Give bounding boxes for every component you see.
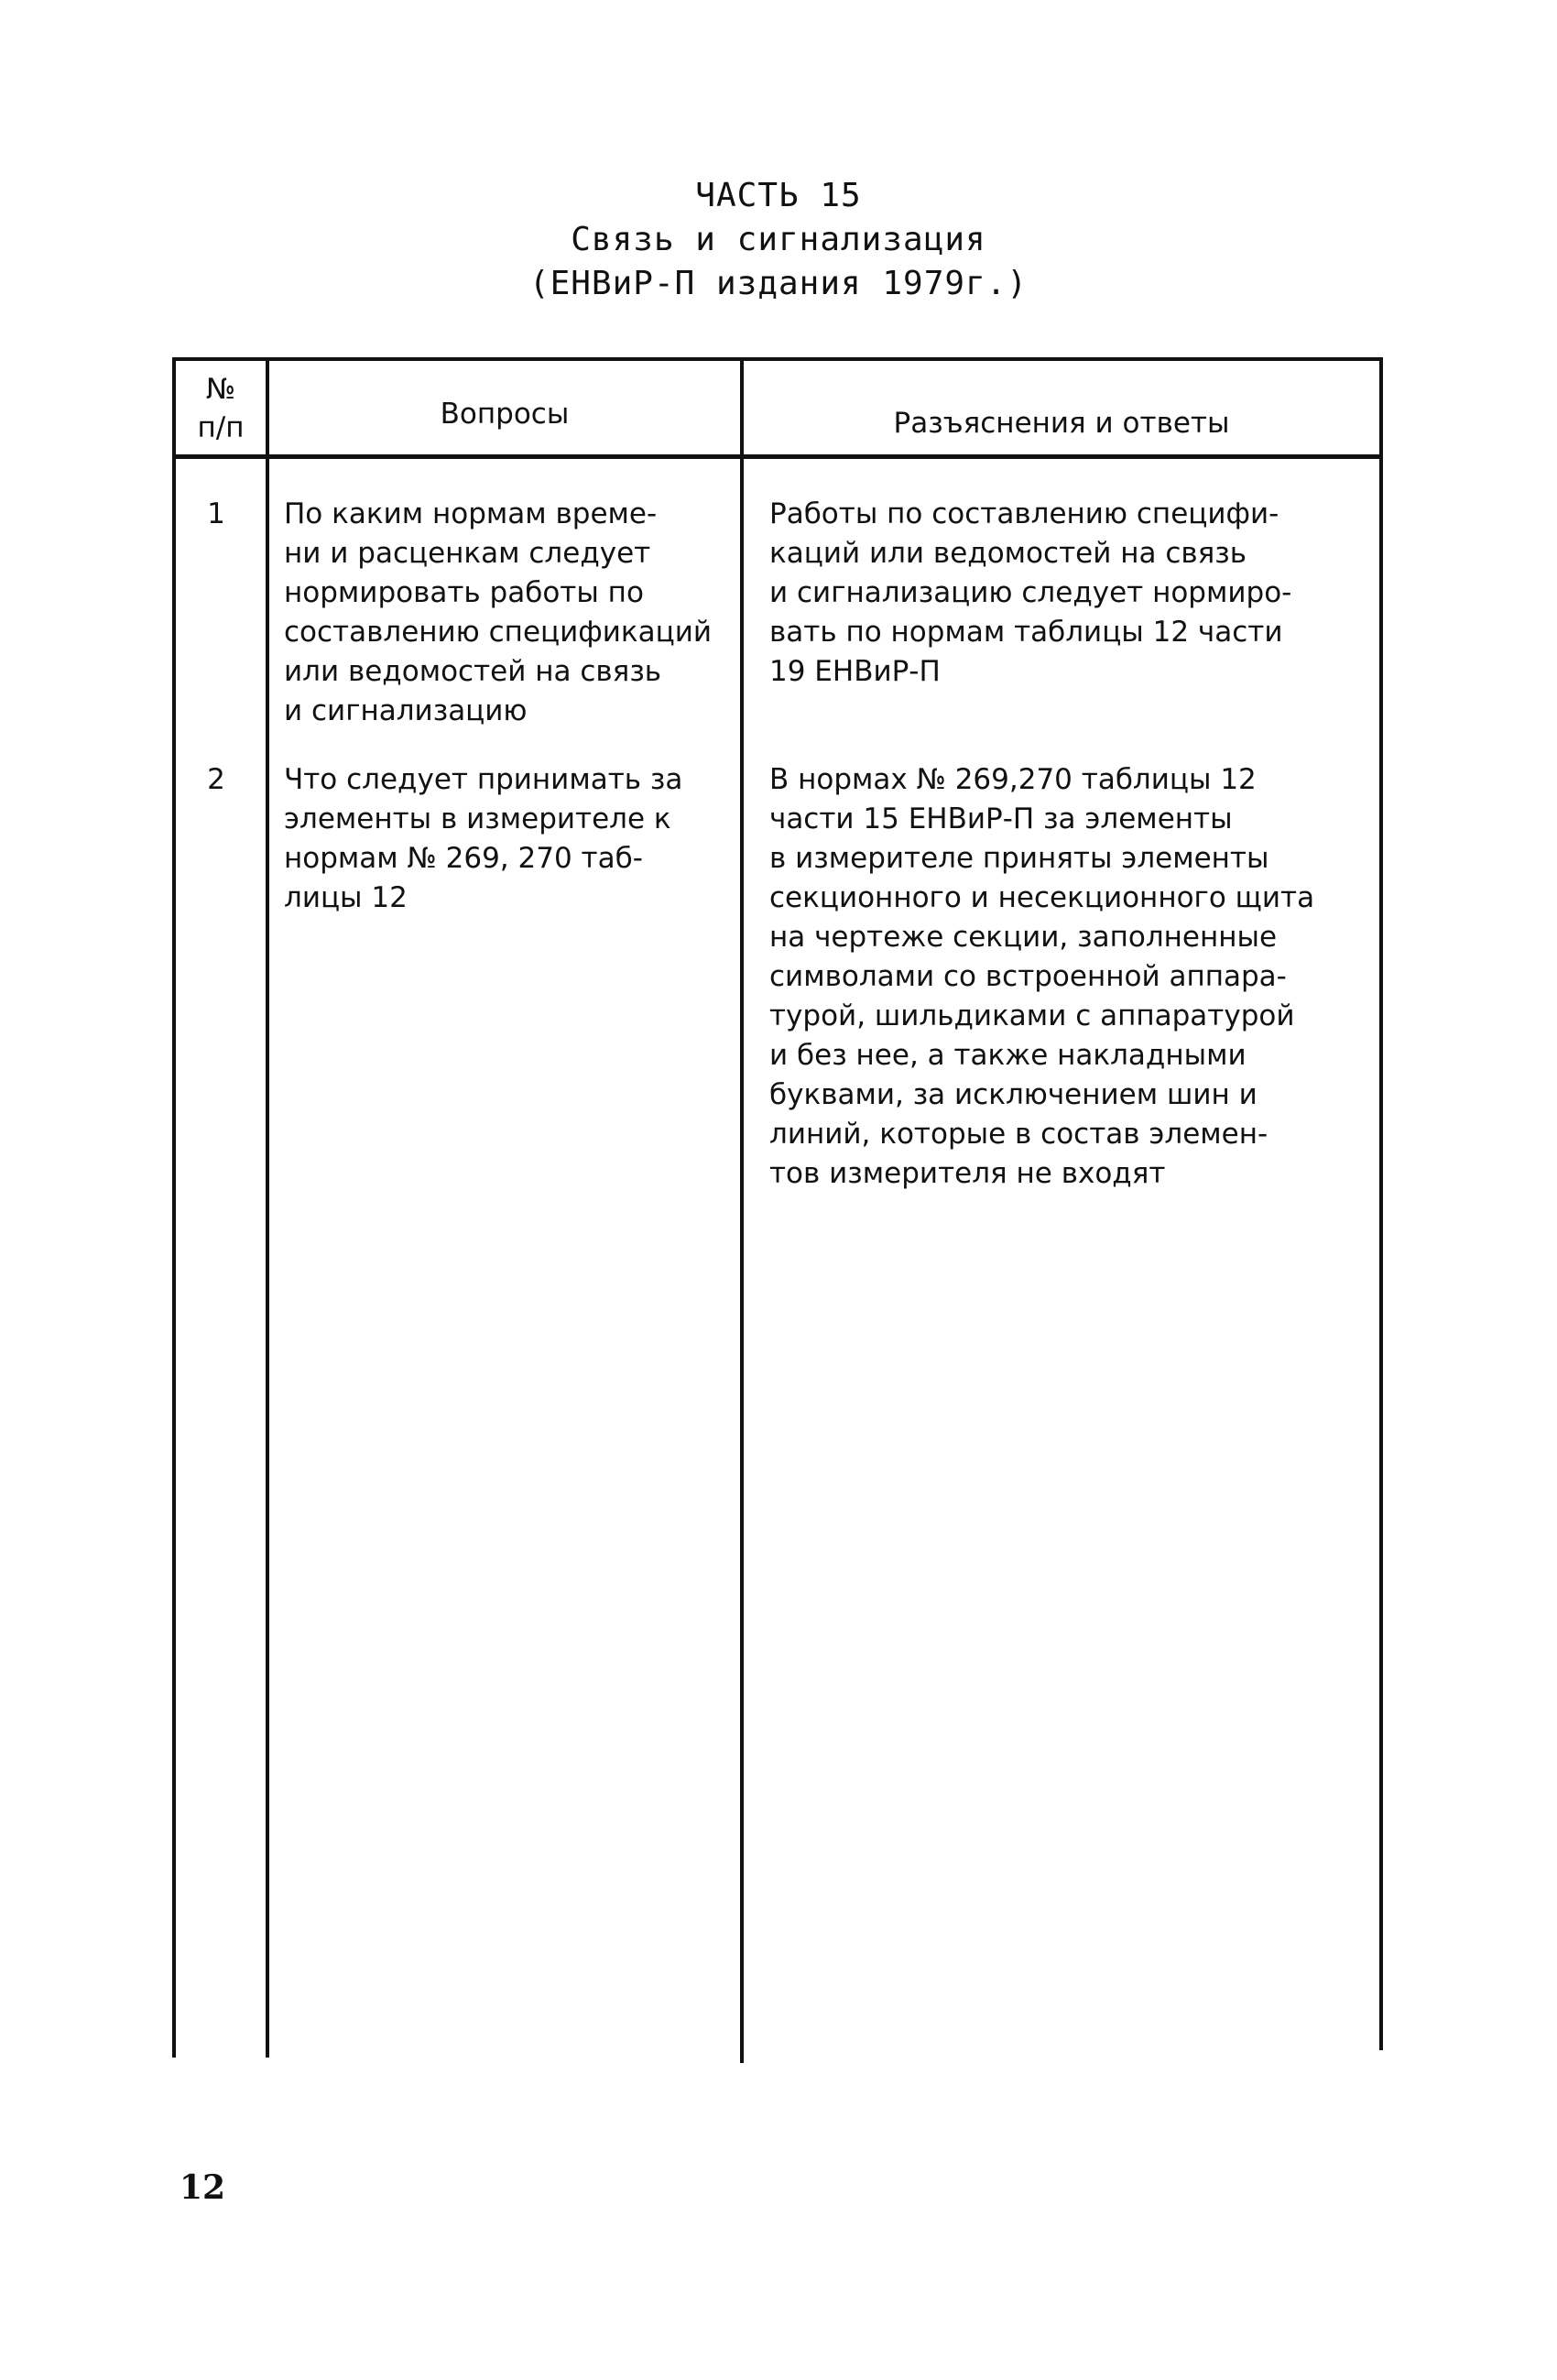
row-2-number: 2 xyxy=(207,763,225,796)
question-line: и сигнализацию xyxy=(284,694,528,727)
row-2-question xyxy=(284,760,735,918)
answer-line: тов измерителя не входят xyxy=(769,1157,1166,1190)
column-header-number xyxy=(176,370,266,447)
page-number: 12 xyxy=(180,2168,226,2207)
answer-line: линий, которые в состав элемен- xyxy=(769,1118,1268,1151)
column-header-number-abbr: п/п xyxy=(197,411,245,444)
answer-line: и сигнализацию следует нормиро- xyxy=(769,576,1292,609)
question-line: или ведомостей на связь xyxy=(284,655,662,688)
answer-line: вать по нормам таблицы 12 части xyxy=(769,616,1283,649)
answer-line: в измерителе приняты элементы xyxy=(769,842,1269,875)
column-header-number-sign: № xyxy=(205,373,236,406)
table-header-rule xyxy=(172,454,1383,459)
answer-line: символами со встроенной аппара- xyxy=(769,960,1287,993)
question-line: составлению спецификаций xyxy=(284,616,713,649)
answer-line: каций или ведомостей на связь xyxy=(769,537,1247,570)
row-1-question xyxy=(284,495,735,731)
row-1-answer xyxy=(769,495,1374,692)
question-line: ни и расценкам следует xyxy=(284,537,651,570)
row-2-answer xyxy=(769,760,1374,1194)
row-1-number: 1 xyxy=(207,497,225,530)
question-line: По каким нормам време- xyxy=(284,497,658,530)
column-header-questions: Вопросы xyxy=(440,398,570,431)
answer-line: Работы по составлению специфи- xyxy=(769,497,1279,530)
answer-line: В нормах № 269,270 таблицы 12 xyxy=(769,763,1257,796)
column-header-answers: Разъяснения и ответы xyxy=(893,407,1230,440)
answer-line: турой, шильдиками с аппаратурой xyxy=(769,999,1295,1032)
part-title: ЧАСТЬ 15 xyxy=(695,177,862,214)
question-line: лицы 12 xyxy=(284,881,408,914)
question-line: нормам № 269, 270 таб- xyxy=(284,842,643,875)
table-right-border xyxy=(1379,357,1383,2050)
answer-line: буквами, за исключением шин и xyxy=(769,1078,1258,1111)
answer-line: 19 ЕНВиР-П xyxy=(769,655,941,688)
answer-line: на чертеже секции, заполненные xyxy=(769,921,1278,954)
question-line: элементы в измерителе к xyxy=(284,802,671,835)
answer-line: и без нее, а также накладными xyxy=(769,1039,1247,1072)
qa-table xyxy=(172,357,1383,2058)
edition-note: (ЕНВиР-П издания 1979г.) xyxy=(528,265,1029,302)
section-subject: Связь и сигнализация xyxy=(571,221,986,258)
question-line: Что следует принимать за xyxy=(284,763,683,796)
answer-line: секционного и несекционного щита xyxy=(769,881,1315,914)
question-line: нормировать работы по xyxy=(284,576,644,609)
table-top-border xyxy=(172,357,1383,361)
column-divider-questions xyxy=(740,357,744,2063)
table-left-border xyxy=(172,357,176,2058)
column-divider-number xyxy=(266,357,269,2058)
answer-line: части 15 ЕНВиР-П за элементы xyxy=(769,802,1233,835)
